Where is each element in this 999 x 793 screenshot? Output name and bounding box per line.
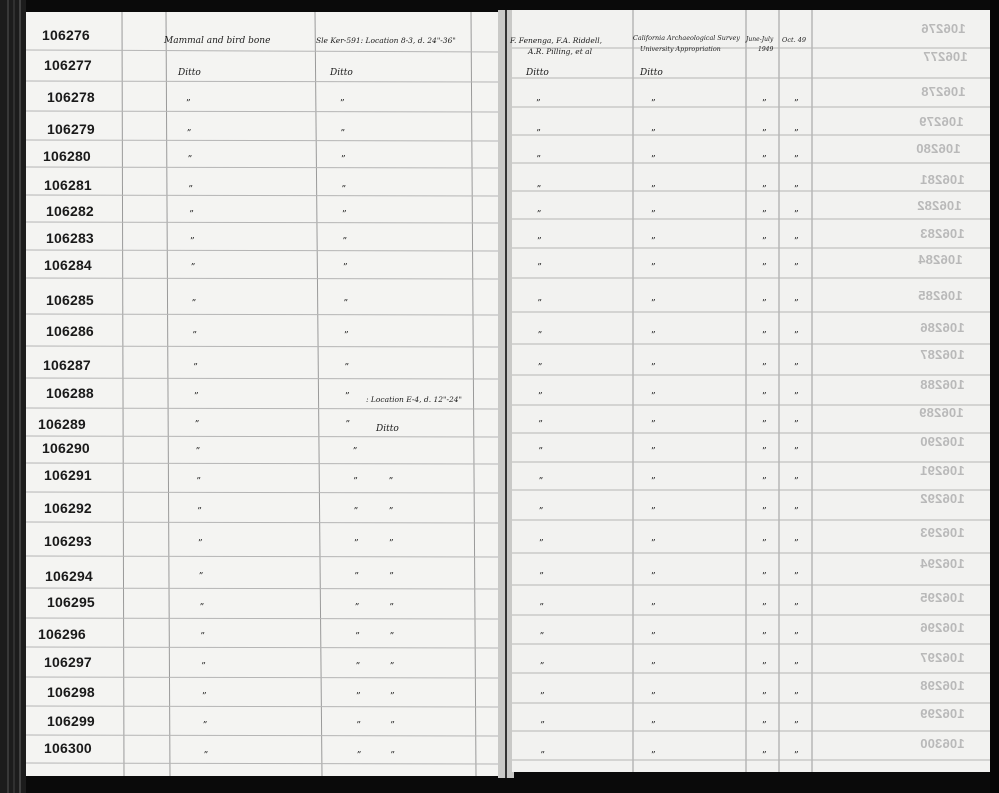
bleed-through-number: 106282: [917, 198, 962, 213]
bleed-through-number: 106280: [916, 141, 961, 156]
catalog-number: 106278: [47, 89, 95, 105]
ditto-mark: ”: [794, 263, 799, 273]
ditto-mark: ”: [352, 447, 358, 457]
ditto-mark: ”: [343, 299, 349, 309]
ditto-mark: ”: [762, 299, 767, 309]
ditto-mark: ”: [651, 299, 656, 309]
ditto-mark: ”: [794, 99, 799, 109]
ditto-mark: ”: [794, 751, 799, 761]
bleed-through-number: 106276: [921, 21, 966, 36]
ditto-mark: ”: [344, 363, 350, 373]
ditto-mark: ”: [794, 129, 799, 139]
catalog-number: 106279: [47, 121, 95, 137]
catalog-number: 106294: [45, 568, 93, 584]
ditto-mark: ”: [794, 155, 799, 165]
ditto-mark: ”: [355, 632, 360, 642]
catalog-number: 106284: [44, 257, 92, 273]
left-page: [26, 12, 504, 776]
ditto-mark: ”: [202, 692, 207, 702]
ditto-mark: ”: [651, 129, 656, 139]
bleed-through-number: 106294: [920, 556, 965, 571]
ditto-mark: ”: [186, 129, 192, 139]
ditto-mark: ”: [390, 692, 395, 702]
ditto-mark: ”: [355, 662, 361, 672]
ditto-mark: ”: [354, 603, 360, 613]
description-entry: Mammal and bird bone: [164, 36, 271, 46]
donor-ditto: Ditto: [640, 68, 663, 78]
ditto-mark: ”: [538, 392, 543, 402]
ditto-mark: ”: [762, 185, 767, 195]
ditto-mark: ”: [794, 185, 799, 195]
ditto-mark: ”: [203, 751, 209, 761]
ditto-mark: ”: [762, 447, 767, 457]
ditto-mark: ”: [651, 185, 656, 195]
ditto-mark: ”: [344, 331, 349, 341]
ditto-mark: ”: [762, 539, 767, 549]
ditto-mark: ”: [341, 185, 347, 195]
bleed-through-number: 106297: [920, 650, 965, 665]
ditto-mark: ”: [537, 363, 543, 373]
ditto-mark: ”: [388, 507, 394, 517]
bleed-through-number: 106293: [920, 525, 965, 540]
locality-ditto-2: Ditto: [376, 424, 399, 434]
bleed-through-number: 106286: [920, 320, 965, 335]
bleed-through-number: 106298: [920, 678, 965, 693]
ditto-mark: ”: [201, 662, 206, 672]
ditto-mark: ”: [762, 572, 767, 582]
ditto-mark: ”: [540, 721, 545, 731]
catalog-number: 106295: [47, 594, 95, 610]
ditto-mark: ”: [200, 632, 205, 642]
ditto-mark: ”: [354, 539, 359, 549]
bleed-through-number: 106299: [920, 706, 965, 721]
catalog-number: 106300: [44, 740, 92, 756]
date-collected-line2: 1949: [758, 46, 774, 53]
ditto-mark: ”: [342, 237, 348, 247]
ditto-mark: ”: [539, 662, 545, 672]
ditto-mark: ”: [762, 692, 767, 702]
ditto-mark: ”: [539, 632, 545, 642]
ditto-mark: ”: [762, 155, 767, 165]
ditto-mark: ”: [762, 420, 767, 430]
ditto-mark: ”: [354, 572, 359, 582]
catalog-number: 106280: [43, 148, 91, 164]
ditto-mark: ”: [389, 539, 394, 549]
catalog-number: 106287: [43, 357, 91, 373]
ditto-mark: ”: [192, 331, 197, 341]
ditto-mark: ”: [794, 572, 799, 582]
ditto-mark: ”: [345, 392, 350, 402]
ditto-mark: ”: [342, 210, 347, 220]
ditto-mark: ”: [762, 129, 767, 139]
ditto-mark: ”: [537, 263, 542, 273]
bleed-through-number: 106283: [920, 226, 965, 241]
ditto-mark: ”: [356, 751, 362, 761]
ditto-mark: ”: [794, 363, 799, 373]
ditto-mark: ”: [389, 603, 394, 613]
catalog-number: 106277: [44, 57, 92, 73]
ditto-mark: ”: [539, 539, 544, 549]
catalog-number: 106299: [47, 713, 95, 729]
ditto-mark: ”: [536, 210, 542, 220]
ditto-mark: ”: [196, 477, 201, 487]
date-received: Oct. 49: [782, 36, 806, 44]
ditto-mark: ”: [794, 632, 799, 642]
ditto-mark: ”: [794, 331, 799, 341]
ditto-mark: ”: [651, 420, 656, 430]
ditto-mark: ”: [198, 572, 204, 582]
ditto-mark: ”: [794, 392, 799, 402]
catalog-number: 106276: [42, 27, 90, 43]
ditto-mark: ”: [195, 447, 201, 457]
catalog-number: 106289: [38, 416, 86, 432]
ditto-mark: ”: [194, 392, 199, 402]
ditto-mark: ”: [390, 751, 395, 761]
bleed-through-number: 106296: [920, 620, 965, 635]
donor-entry-line1: California Archaeological Survey: [633, 34, 740, 42]
ditto-mark: ”: [197, 507, 202, 517]
ditto-mark: ”: [538, 447, 543, 457]
ditto-mark: ”: [651, 632, 656, 642]
ditto-mark: ”: [390, 721, 395, 731]
ditto-mark: ”: [356, 692, 361, 702]
ditto-mark: ”: [187, 155, 193, 165]
ditto-mark: ”: [193, 363, 198, 373]
bleed-through-number: 106279: [919, 114, 964, 129]
ditto-mark: ”: [762, 392, 767, 402]
bleed-through-number: 106284: [918, 252, 963, 267]
ditto-mark: ”: [794, 447, 799, 457]
catalog-number: 106282: [46, 203, 94, 219]
ditto-mark: ”: [762, 99, 767, 109]
ditto-mark: ”: [536, 99, 541, 109]
ditto-mark: ”: [762, 721, 767, 731]
bleed-through-number: 106277: [923, 49, 968, 64]
ditto-mark: ”: [651, 363, 656, 373]
catalog-number: 106290: [42, 440, 90, 456]
bleed-through-number: 106291: [920, 463, 965, 478]
catalog-number: 106296: [38, 626, 86, 642]
ditto-mark: ”: [651, 99, 656, 109]
ditto-mark: ”: [794, 210, 799, 220]
ditto-mark: ”: [762, 210, 767, 220]
bleed-through-number: 106288: [920, 377, 965, 392]
bleed-through-number: 106290: [920, 434, 965, 449]
ditto-mark: ”: [794, 721, 799, 731]
bleed-through-number: 106285: [918, 288, 963, 303]
ditto-mark: ”: [341, 155, 346, 165]
locality-ditto: Ditto: [330, 68, 353, 78]
ditto-mark: ”: [353, 507, 359, 517]
ditto-mark: ”: [340, 129, 346, 139]
ditto-mark: ”: [651, 507, 656, 517]
ditto-mark: ”: [651, 539, 656, 549]
catalog-number: 106286: [46, 323, 94, 339]
ditto-mark: ”: [651, 155, 656, 165]
ditto-mark: ”: [202, 721, 208, 731]
ditto-mark: ”: [389, 572, 394, 582]
ditto-mark: ”: [794, 299, 799, 309]
ditto-mark: ”: [794, 420, 799, 430]
ditto-mark: ”: [198, 539, 203, 549]
ditto-mark: ”: [651, 751, 656, 761]
ditto-mark: ”: [651, 692, 656, 702]
catalog-number: 106288: [46, 385, 94, 401]
ditto-mark: ”: [651, 721, 656, 731]
ditto-mark: ”: [651, 331, 656, 341]
bleed-through-number: 106300: [920, 736, 965, 751]
ditto-mark: ”: [536, 155, 541, 165]
ditto-mark: ”: [651, 263, 656, 273]
ditto-mark: ”: [538, 477, 544, 487]
ditto-mark: ”: [536, 185, 542, 195]
catalog-number: 106292: [44, 500, 92, 516]
ditto-mark: ”: [651, 447, 656, 457]
ditto-mark: ”: [345, 420, 351, 430]
ditto-mark: ”: [651, 210, 656, 220]
ditto-mark: ”: [537, 237, 542, 247]
ditto-mark: ”: [539, 603, 544, 613]
ditto-mark: ”: [651, 572, 656, 582]
catalog-number: 106283: [46, 230, 94, 246]
collector-entry-line2: A.R. Pilling, et al: [528, 47, 592, 56]
ditto-mark: ”: [651, 603, 656, 613]
ditto-mark: ”: [191, 299, 197, 309]
ditto-mark: ”: [536, 129, 541, 139]
donor-entry-line2: University Appropriation: [640, 45, 721, 53]
date-collected-line1: June-July: [746, 36, 774, 43]
ditto-mark: ”: [538, 420, 543, 430]
ditto-mark: ”: [194, 420, 200, 430]
left-binding-edge: [0, 0, 26, 793]
ditto-mark: ”: [540, 692, 545, 702]
collector-ditto: Ditto: [526, 68, 549, 78]
ditto-mark: ”: [762, 603, 767, 613]
bleed-through-number: 106289: [919, 405, 964, 420]
ditto-mark: ”: [762, 263, 767, 273]
ditto-mark: ”: [794, 477, 799, 487]
ditto-mark: ”: [537, 331, 543, 341]
ditto-mark: ”: [651, 237, 656, 247]
locality-entry-2: : Location E-4, d. 12"-24": [366, 395, 462, 404]
ditto-mark: ”: [537, 299, 542, 309]
ditto-mark: ”: [186, 99, 191, 109]
bleed-through-number: 106287: [920, 347, 965, 362]
catalog-number: 106297: [44, 654, 92, 670]
ditto-mark: ”: [794, 237, 799, 247]
ditto-mark: ”: [762, 507, 767, 517]
ditto-mark: ”: [762, 363, 767, 373]
ditto-mark: ”: [794, 692, 799, 702]
locality-entry: Sle Ker-591: Location 8-3, d. 24"-36": [316, 36, 456, 45]
catalog-number: 106285: [46, 292, 94, 308]
ditto-mark: ”: [190, 263, 196, 273]
ditto-mark: ”: [762, 237, 767, 247]
ditto-mark: ”: [762, 331, 767, 341]
ditto-mark: ”: [539, 572, 544, 582]
ditto-mark: ”: [794, 507, 799, 517]
ditto-mark: ”: [538, 507, 544, 517]
ditto-mark: ”: [762, 751, 767, 761]
ditto-mark: ”: [389, 662, 395, 672]
bleed-through-number: 106295: [920, 590, 965, 605]
collector-entry-line1: F. Fenenga, F.A. Riddell,: [510, 36, 603, 45]
ditto-mark: ”: [356, 721, 361, 731]
catalog-number: 106291: [44, 467, 92, 483]
ditto-mark: ”: [794, 539, 799, 549]
catalog-number: 106281: [44, 177, 92, 193]
catalog-number: 106293: [44, 533, 92, 549]
ditto-mark: ”: [651, 477, 656, 487]
ditto-mark: ”: [794, 603, 799, 613]
ditto-mark: ”: [794, 662, 799, 672]
ditto-mark: ”: [199, 603, 205, 613]
ditto-mark: ”: [762, 477, 767, 487]
ditto-mark: ”: [340, 99, 345, 109]
catalog-number: 106298: [47, 684, 95, 700]
ditto-mark: ”: [188, 185, 193, 195]
ditto-mark: ”: [762, 662, 767, 672]
ditto-mark: ”: [388, 477, 394, 487]
ditto-mark: ”: [353, 477, 358, 487]
bleed-through-number: 106281: [920, 172, 965, 187]
ditto-mark: ”: [540, 751, 545, 761]
description-ditto: Ditto: [178, 68, 201, 78]
bleed-through-number: 106292: [920, 491, 965, 506]
ditto-mark: ”: [189, 210, 194, 220]
ditto-mark: ”: [651, 662, 656, 672]
ditto-mark: ”: [389, 632, 395, 642]
ditto-mark: ”: [651, 392, 656, 402]
ditto-mark: ”: [343, 263, 348, 273]
bleed-through-number: 106278: [921, 84, 966, 99]
ditto-mark: ”: [190, 237, 195, 247]
ditto-mark: ”: [762, 632, 767, 642]
